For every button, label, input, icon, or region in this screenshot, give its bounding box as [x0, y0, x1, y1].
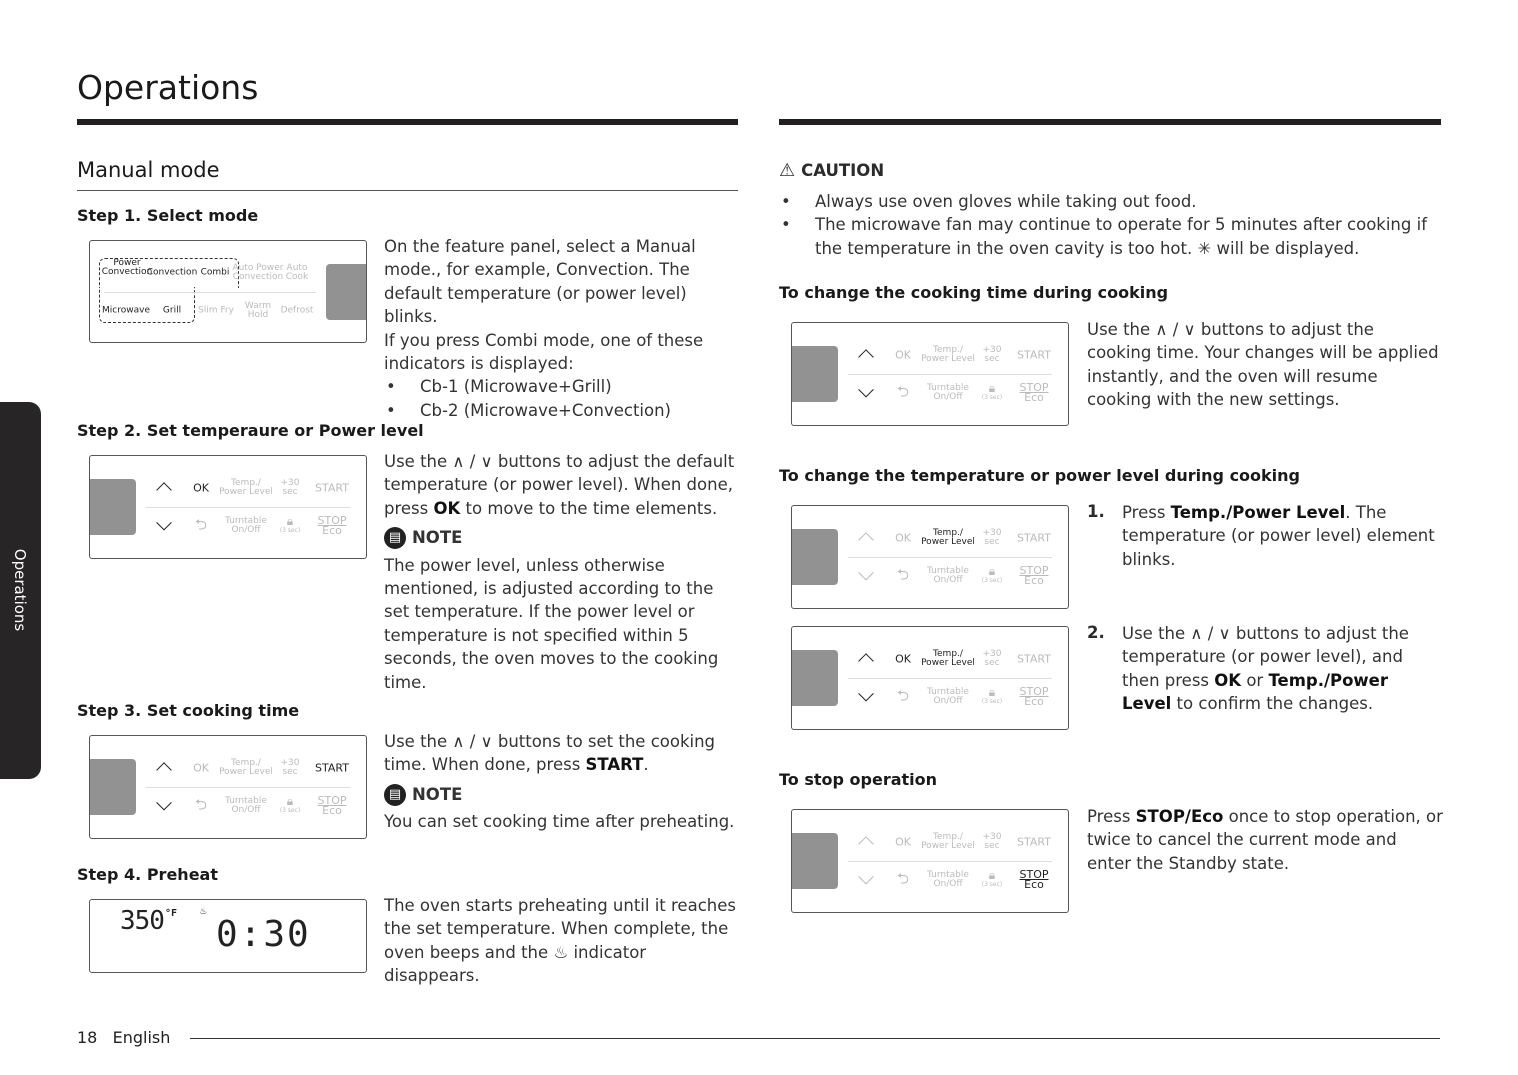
start-button[interactable]: START	[315, 761, 349, 775]
panel-divider	[146, 787, 350, 788]
display-block	[792, 346, 838, 402]
stop-eco-button[interactable]: STOP Eco	[317, 794, 347, 817]
display-block	[792, 529, 838, 585]
step-number: 1.	[1087, 502, 1105, 521]
lock-button[interactable]: 🔒︎ (3 sec)	[279, 514, 301, 534]
lock-icon: 🔒︎	[988, 685, 996, 699]
up-arrow-icon[interactable]	[858, 349, 874, 365]
stop-eco-button[interactable]: STOP Eco	[317, 514, 347, 537]
display-block	[90, 479, 136, 535]
lock-button[interactable]: 🔒︎ (3 sec)	[981, 685, 1003, 705]
stop-eco-button[interactable]: STOP Eco	[1019, 564, 1049, 587]
bullet-item: • Cb-1 (Microwave+Grill)	[384, 375, 740, 398]
mode-combi[interactable]: Combi	[200, 267, 230, 278]
temperature-unit: °F	[165, 908, 178, 919]
section-title: Manual mode	[77, 158, 220, 182]
start-button[interactable]: START	[1017, 348, 1051, 362]
turntable-button[interactable]: Turntable On/Off	[225, 516, 267, 535]
change-time-text: Use the ∧ / ∨ buttons to adjust the cooking time. Your changes will be applied instantly, and the oven will resume cooking with the new settings.	[1087, 320, 1439, 410]
preheat-icon: ♨	[553, 942, 569, 962]
ok-button[interactable]: OK	[193, 481, 209, 495]
display-block	[90, 759, 136, 815]
subheading: To change the cooking time during cooking	[779, 283, 1169, 302]
temp-power-level-button[interactable]: Temp./ Power Level	[921, 345, 975, 364]
display-block	[326, 264, 366, 320]
note-text: You can set cooking time after preheating.	[384, 812, 735, 832]
mode-defrost[interactable]: Defrost	[280, 305, 314, 316]
lock-button[interactable]: 🔒︎ (3 sec)	[981, 381, 1003, 401]
lock-icon: 🔒︎	[988, 564, 996, 578]
step-number: 2.	[1087, 623, 1105, 642]
control-panel	[791, 809, 1069, 913]
back-icon[interactable]: ⮌	[896, 382, 910, 401]
temp-power-level-button[interactable]: Temp./ Power Level	[921, 528, 975, 547]
temp-power-level-button[interactable]: Temp./ Power Level	[219, 758, 273, 777]
note-icon: ▤	[384, 784, 406, 806]
ok-button[interactable]: OK	[895, 835, 911, 849]
panel-divider	[848, 557, 1052, 558]
back-icon[interactable]: ⮌	[194, 795, 208, 814]
plus-30-sec-button[interactable]: +30 sec	[982, 345, 1002, 364]
back-icon[interactable]: ⮌	[896, 565, 910, 584]
panel-divider	[848, 374, 1052, 375]
time-readout: 0:30	[216, 914, 311, 955]
turntable-button[interactable]: Turntable On/Off	[927, 383, 969, 402]
warning-icon: ⚠	[779, 160, 796, 181]
display-block	[792, 650, 838, 706]
control-panel	[791, 505, 1069, 609]
lcd-display	[89, 899, 367, 973]
down-arrow-icon[interactable]	[156, 515, 172, 531]
mode-convection[interactable]: Convection	[146, 267, 198, 278]
header-rule	[77, 119, 738, 125]
header-rule	[779, 119, 1441, 125]
start-button[interactable]: START	[1017, 835, 1051, 849]
up-arrow-icon[interactable]	[858, 532, 874, 548]
stop-eco-button[interactable]: STOP Eco	[1019, 868, 1049, 891]
turntable-button[interactable]: Turntable On/Off	[225, 796, 267, 815]
step-3-text: Use the ∧ / ∨ buttons to set the cooking time. When done, press START. ▤ NOTE You can set cooking time after preheating.	[384, 730, 740, 834]
control-panel	[791, 626, 1069, 730]
temp-power-level-button[interactable]: Temp./ Power Level	[921, 832, 975, 851]
mode-warm-hold[interactable]: Warm Hold	[244, 301, 272, 320]
plus-30-sec-button[interactable]: +30 sec	[982, 832, 1002, 851]
down-arrow-icon[interactable]	[858, 565, 874, 581]
fan-icon: ✳	[1197, 238, 1212, 258]
up-arrow-icon[interactable]	[156, 482, 172, 498]
start-button[interactable]: START	[1017, 531, 1051, 545]
plus-30-sec-button[interactable]: +30 sec	[982, 528, 1002, 547]
down-arrow-icon[interactable]	[858, 382, 874, 398]
note-heading: ▤ NOTE	[384, 526, 740, 549]
stop-eco-button[interactable]: STOP Eco	[1019, 381, 1049, 404]
stop-eco-button[interactable]: STOP Eco	[1019, 685, 1049, 708]
step-2-text: Use the ∧ / ∨ buttons to adjust the default temperature (or power level). When done, press OK to move to the time elements. ▤ NOTE The power level, unless otherwise mentioned, is adjusted according to the set temperature. If the power level or temperature is not specified within 5 seconds, the oven moves to the cooking time.	[384, 450, 740, 694]
mode-grill[interactable]: Grill	[162, 305, 182, 316]
back-icon[interactable]: ⮌	[896, 686, 910, 705]
caution-item: • The microwave fan may continue to operate for 5 minutes after cooking if the temperature in the oven cavity is too hot. ✳ will be displayed.	[779, 213, 1444, 260]
change-temp-step-2: Use the ∧ / ∨ buttons to adjust the temperature (or power level), and then press OK or Temp./Power Level to confirm the changes.	[1122, 624, 1409, 714]
mode-auto-power-convection[interactable]: Auto Power Convection	[232, 263, 284, 282]
caution-heading: ⚠ CAUTION	[779, 160, 885, 181]
note-text: The power level, unless otherwise mentioned, is adjusted according to the set temperature. If the power level or temperature is not specified within 5 seconds, the oven moves to the cooking time.	[384, 555, 719, 692]
ok-button[interactable]: OK	[895, 348, 911, 362]
lock-button[interactable]: 🔒︎ (3 sec)	[981, 868, 1003, 888]
control-panel	[791, 322, 1069, 426]
control-panel	[89, 735, 367, 839]
lock-icon: 🔒︎	[286, 794, 294, 808]
lock-icon: 🔒︎	[988, 381, 996, 395]
lock-icon: 🔒︎	[286, 514, 294, 528]
panel-divider	[848, 861, 1052, 862]
subheading: To change the temperature or power level during cooking	[779, 466, 1300, 485]
step-4-text: The oven starts preheating until it reaches the set temperature. When complete, the oven beeps and the ♨ indicator disappears.	[384, 896, 736, 986]
up-arrow-icon[interactable]	[156, 762, 172, 778]
lock-button[interactable]: 🔒︎ (3 sec)	[279, 794, 301, 814]
lock-icon: 🔒︎	[988, 868, 996, 882]
up-arrow-icon[interactable]	[858, 836, 874, 852]
caution-list	[779, 190, 1444, 260]
turntable-button[interactable]: Turntable On/Off	[927, 687, 969, 706]
back-icon[interactable]: ⮌	[896, 869, 910, 888]
preheat-icon: ♨	[200, 904, 207, 917]
bullet-item: • Cb-2 (Microwave+Convection)	[384, 399, 740, 422]
panel-divider	[848, 678, 1052, 679]
footer	[77, 1028, 170, 1047]
note-icon: ▤	[384, 527, 406, 549]
temperature-readout: 350	[120, 906, 164, 936]
mode-slim-fry[interactable]: Slim Fry	[198, 305, 234, 316]
page-number: 18	[77, 1028, 98, 1047]
caution-item: • Always use oven gloves while taking out food.	[779, 190, 1444, 213]
mode-panel	[89, 240, 367, 343]
plus-30-sec-button[interactable]: +30 sec	[982, 649, 1002, 668]
lock-button[interactable]: 🔒︎ (3 sec)	[981, 564, 1003, 584]
plus-30-sec-button[interactable]: +30 sec	[280, 758, 300, 777]
change-temp-step-1: Press Temp./Power Level. The temperature (or power level) element blinks.	[1122, 503, 1435, 569]
start-button[interactable]: START	[1017, 652, 1051, 666]
turntable-button[interactable]: Turntable On/Off	[927, 566, 969, 585]
page-title: Operations	[77, 68, 259, 107]
step-heading: Step 1. Select mode	[77, 206, 259, 225]
subheading: To stop operation	[779, 770, 938, 789]
back-icon[interactable]: ⮌	[194, 515, 208, 534]
mode-auto-cook[interactable]: Auto Cook	[285, 263, 309, 282]
footer-language: English	[112, 1028, 171, 1047]
note-heading: ▤ NOTE	[384, 783, 740, 806]
side-tab-label: Operations	[11, 548, 29, 632]
panel-divider	[146, 507, 350, 508]
mode-microwave[interactable]: Microwave	[102, 305, 150, 316]
section-rule	[77, 190, 738, 191]
footer-rule	[190, 1038, 1440, 1039]
step-heading: Step 4. Preheat	[77, 865, 218, 884]
temp-power-level-button[interactable]: Temp./ Power Level	[219, 478, 273, 497]
display-block	[792, 833, 838, 889]
down-arrow-icon[interactable]	[156, 795, 172, 811]
mode-power-convection[interactable]: Power Convection	[101, 258, 153, 277]
down-arrow-icon[interactable]	[858, 869, 874, 885]
down-arrow-icon[interactable]	[858, 686, 874, 702]
up-arrow-icon[interactable]	[858, 653, 874, 669]
plus-30-sec-button[interactable]: +30 sec	[280, 478, 300, 497]
control-panel	[89, 455, 367, 559]
step-heading: Step 2. Set temperaure or Power level	[77, 421, 424, 440]
ok-button[interactable]: OK	[193, 761, 209, 775]
step-heading: Step 3. Set cooking time	[77, 701, 300, 720]
ok-button[interactable]: OK	[895, 652, 911, 666]
ok-button[interactable]: OK	[895, 531, 911, 545]
step-1-text: On the feature panel, select a Manual mode., for example, Convection. The default temperature (or power level) blinks. If you press Combi mode, one of these indicators is displayed: • Cb-1 (Microwave+Grill) • Cb-2 (Microwave+Convection)	[384, 235, 740, 422]
temp-power-level-button[interactable]: Temp./ Power Level	[921, 649, 975, 668]
turntable-button[interactable]: Turntable On/Off	[927, 870, 969, 889]
stop-text: Press STOP/Eco once to stop operation, or twice to cancel the current mode and enter the Standby state.	[1087, 807, 1443, 873]
start-button[interactable]: START	[315, 481, 349, 495]
